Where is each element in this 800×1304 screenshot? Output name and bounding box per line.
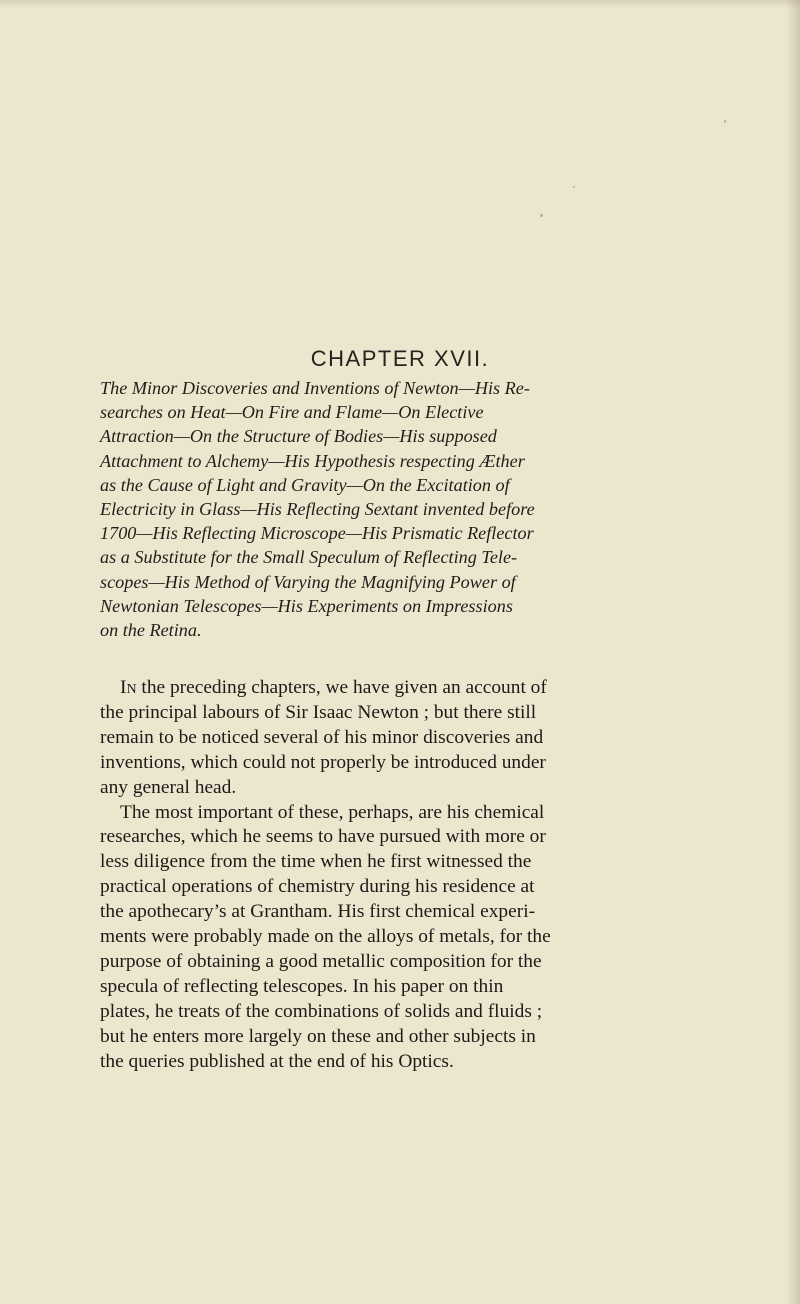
paragraph-2-line: the apothecary’s at Grantham. His first chemical experi-: [100, 901, 536, 923]
summary-line: Newtonian Telescopes—His Experiments on Impressions: [100, 595, 513, 616]
summary-line: as the Cause of Light and Gravity—On the Excitation of: [100, 474, 510, 495]
chapter-summary: [100, 376, 736, 642]
summary-line: Attachment to Alchemy—His Hypothesis respecting Æther: [100, 450, 525, 471]
paper-speck: [540, 214, 543, 217]
paragraph-1-line: remain to be noticed several of his minor discoveries and: [100, 726, 544, 748]
paper-speck: [724, 120, 726, 123]
paper-speck: [573, 186, 575, 188]
paragraph-2-line: but he enters more largely on these and other subjects in: [100, 1025, 536, 1047]
summary-line: as a Substitute for the Small Speculum of Reflecting Tele-: [100, 547, 518, 568]
paragraph-1-first-line: [100, 676, 740, 701]
summary-line: 1700—His Reflecting Microscope—His Prismatic Reflector: [100, 523, 534, 544]
paragraph-2-line: specula of reflecting telescopes. In his paper on thin: [100, 975, 504, 997]
summary-line: Attraction—On the Structure of Bodies—His supposed: [100, 426, 497, 447]
paragraph-2-line: practical operations of chemistry during his residence at: [100, 876, 535, 898]
chapter-heading: CHAPTER XVII.: [310, 346, 490, 371]
summary-line: Electricity in Glass—His Reflecting Sextant invented before: [100, 499, 535, 520]
page-top-shadow: [0, 0, 800, 8]
paragraph-1-line: the principal labours of Sir Isaac Newton ; but there still: [100, 701, 537, 723]
paragraph-initial: In: [120, 677, 137, 698]
paragraph-2-line: less diligence from the time when he first witnessed the: [100, 851, 532, 873]
paragraph-line-text: the preceding chapters, we have given an account of: [136, 677, 547, 698]
page-edge-shadow: [786, 0, 800, 1304]
body-text: [100, 676, 740, 1075]
summary-line: searches on Heat—On Fire and Flame—On Elective: [100, 402, 484, 423]
paragraph-2-line: researches, which he seems to have pursued with more or: [100, 826, 546, 848]
paragraph-2-line: purpose of obtaining a good metallic composition for the: [100, 950, 542, 972]
summary-line: on the Retina.: [100, 620, 202, 641]
paragraph-1-line: any general head.: [100, 776, 237, 798]
summary-line: The Minor Discoveries and Inventions of Newton—His Re-: [100, 378, 530, 398]
paragraph-2-line: plates, he treats of the combinations of solids and fluids ;: [100, 1000, 543, 1022]
paragraph-2-line: ments were probably made on the alloys of metals, for the: [100, 926, 551, 948]
paragraph-1-line: inventions, which could not properly be introduced under: [100, 751, 546, 773]
summary-line: scopes—His Method of Varying the Magnifying Power of: [100, 571, 516, 592]
paragraph-2-line: The most important of these, perhaps, are his chemical: [120, 801, 545, 823]
paragraph-2-line: the queries published at the end of his Optics.: [100, 1050, 454, 1072]
